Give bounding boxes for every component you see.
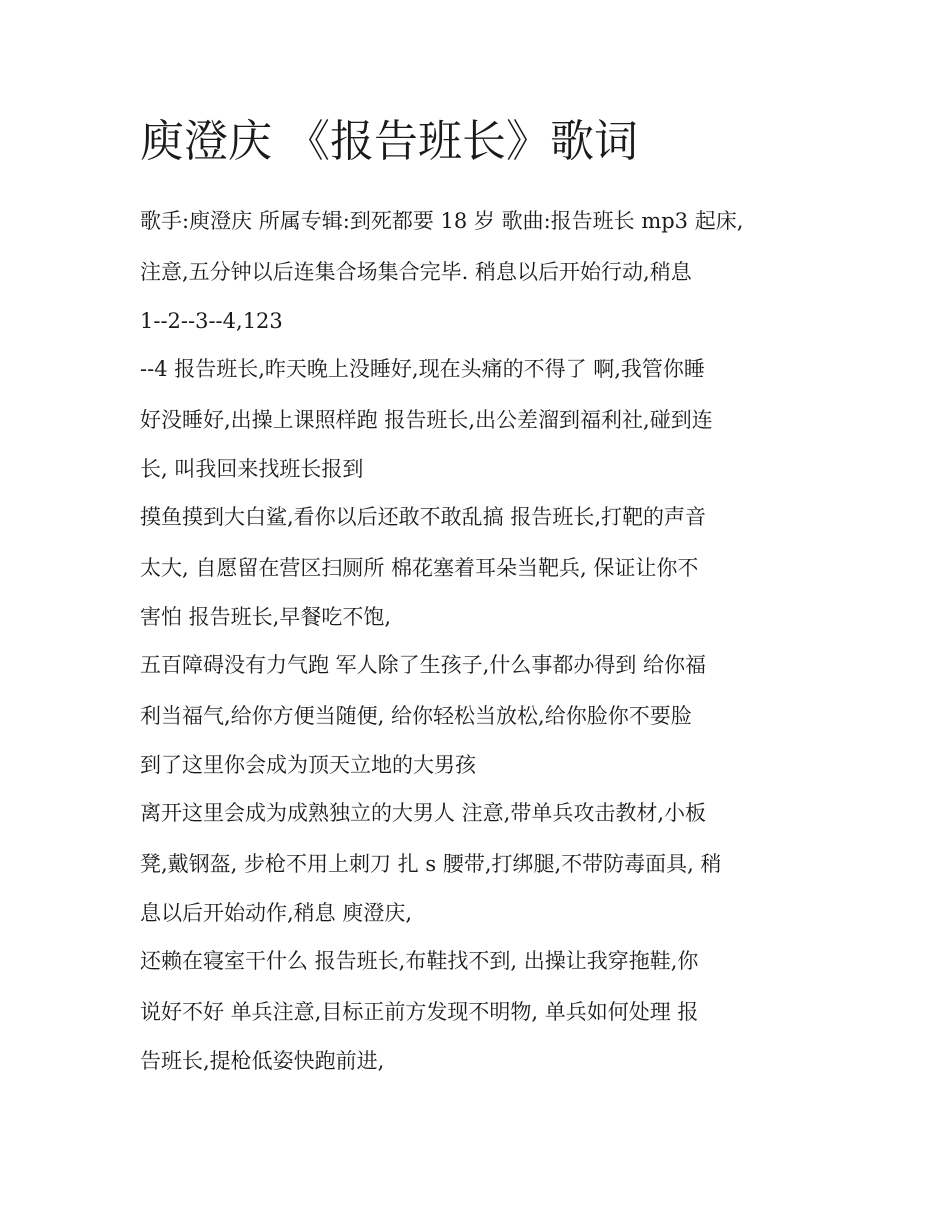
lyrics-line: 1--2--3--4,123 <box>140 309 283 333</box>
lyrics-line: 摸鱼摸到大白鲨,看你以后还敢不敢乱搞 报告班长,打靶的声音 <box>140 505 707 529</box>
lyrics-line: 利当福气,给你方便当随便, 给你轻松当放松,给你脸你不要脸 <box>140 704 692 728</box>
lyrics-line: 凳,戴钢盔, 步枪不用上刺刀 扎 s 腰带,打绑腿,不带防毒面具, 稍 <box>140 852 722 876</box>
lyrics-line: 说好不好 单兵注意,目标正前方发现不明物, 单兵如何处理 报 <box>140 1000 699 1024</box>
lyrics-line: --4 报告班长,昨天晚上没睡好,现在头痛的不得了 啊,我管你睡 <box>140 357 705 381</box>
lyrics-line: 害怕 报告班长,早餐吃不饱, <box>140 605 392 629</box>
lyrics-line: 长, 叫我回来找班长报到 <box>140 457 364 481</box>
lyrics-line: 好没睡好,出操上课照样跑 报告班长,出公差溜到福利社,碰到连 <box>140 408 713 432</box>
lyrics-line: 还赖在寝室干什么 报告班长,布鞋找不到, 出操让我穿拖鞋,你 <box>140 949 699 973</box>
document-title: 庾澄庆 《报告班长》歌词 <box>140 116 638 167</box>
lyrics-line: 歌手:庾澄庆 所属专辑:到死都要 18 岁 歌曲:报告班长 mp3 起床, <box>140 209 744 233</box>
lyrics-line: 太大, 自愿留在营区扫厕所 棉花塞着耳朵当靶兵, 保证让你不 <box>140 556 699 580</box>
lyrics-line: 离开这里会成为成熟独立的大男人 注意,带单兵攻击教材,小板 <box>140 801 707 825</box>
lyrics-line: 到了这里你会成为顶天立地的大男孩 <box>140 753 476 777</box>
lyrics-line: 注意,五分钟以后连集合场集合完毕. 稍息以后开始行动,稍息 <box>140 260 692 284</box>
lyrics-line: 告班长,提枪低姿快跑前进, <box>140 1049 385 1073</box>
lyrics-line: 五百障碍没有力气跑 军人除了生孩子,什么事都办得到 给你福 <box>140 653 707 677</box>
lyrics-body <box>140 196 820 1084</box>
lyrics-line: 息以后开始动作,稍息 庾澄庆, <box>140 901 413 925</box>
